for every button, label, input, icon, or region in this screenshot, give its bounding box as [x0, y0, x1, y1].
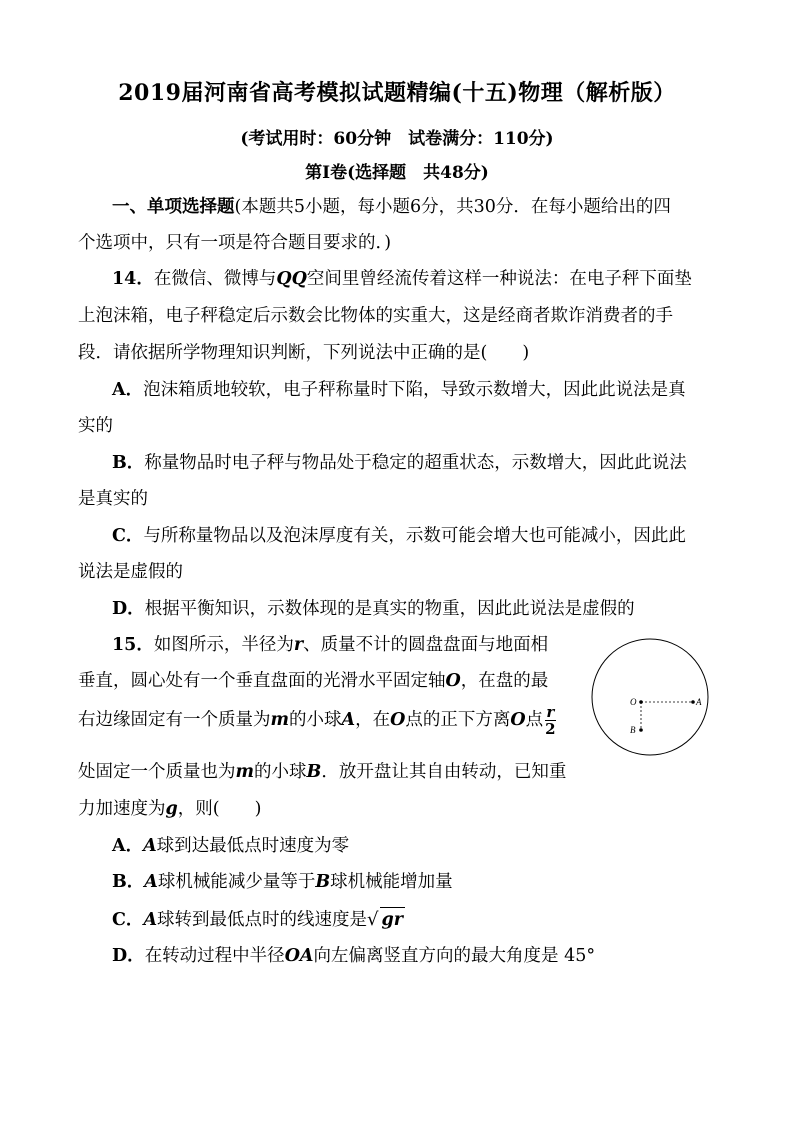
q15-stem-line-2	[78, 669, 548, 693]
option-text: 在转动过程中半径	[144, 946, 285, 966]
var-m: m	[270, 710, 290, 730]
instructions-label: 一、单项选择题	[112, 197, 235, 217]
option-text: 球到达最低点时速度为零	[156, 836, 350, 856]
q15-text: 的小球	[289, 710, 342, 730]
option-text: 球机械能减少量等于	[157, 872, 316, 892]
option-label: C．	[112, 910, 144, 930]
q14-option-d	[112, 597, 635, 621]
q15-text: 力加速度为	[78, 799, 166, 819]
q14-option-c-cont: 说法是虚假的	[78, 562, 183, 582]
q14-text: 在微信、微博与	[153, 269, 277, 289]
q14-option-b	[112, 451, 687, 475]
q15-number: 15．	[112, 635, 154, 655]
q15-stem-line-5	[78, 797, 261, 821]
center-point-O	[639, 700, 643, 704]
q15-text: 点	[525, 710, 544, 730]
ball-B-point	[639, 728, 643, 732]
var-B: B	[306, 762, 322, 782]
option-text: 球转到最低点时的线速度是	[157, 910, 368, 930]
fraction-r-over-2	[545, 704, 555, 737]
q14-stem-line-1	[112, 267, 692, 291]
var-OA: OA	[284, 946, 314, 966]
q15-stem-line-3	[78, 704, 556, 737]
q15-text: 处固定一个质量也为	[78, 762, 236, 782]
option-text: 称量物品时电子秤与物品处于稳定的超重状态，示数增大，因此此说法	[144, 453, 687, 473]
q15-text: ，则( )	[177, 799, 262, 819]
label-A: A	[696, 697, 702, 707]
ball-A-point	[691, 700, 695, 704]
var-A: A	[143, 910, 158, 930]
var-O: O	[390, 710, 406, 730]
sqrt-icon: √	[367, 909, 379, 930]
q15-stem-line-1	[112, 633, 548, 657]
var-A: A	[143, 836, 157, 856]
option-label: A．	[112, 836, 144, 856]
fraction-denominator: 2	[545, 720, 556, 738]
instructions-line-1	[112, 195, 671, 219]
option-label: B．	[112, 872, 145, 892]
label-B: B	[630, 725, 636, 735]
section-heading: 第Ⅰ卷(选择题 共48分)	[305, 163, 489, 183]
q15-option-d	[112, 944, 595, 968]
q14-qq: QQ	[276, 269, 307, 289]
q14-option-c	[112, 524, 686, 548]
var-O: O	[445, 671, 461, 691]
q15-text: ，在	[355, 710, 391, 730]
exam-info: (考试用时：60分钟 试卷满分：110分)	[240, 129, 554, 149]
q15-option-b	[112, 870, 453, 894]
option-label: D．	[112, 946, 145, 966]
q14-text: 空间里曾经流传着这样一种说法：在电子秤下面垫	[306, 269, 692, 289]
disc-circle	[592, 639, 708, 755]
var-A: A	[341, 710, 356, 730]
q14-stem-line-2: 上泡沫箱，电子秤稳定后示数会比物体的实重大，这是经商者欺诈消费者的手	[78, 306, 673, 326]
q14-number: 14．	[112, 269, 154, 289]
option-text: 与所称量物品以及泡沫厚度有关，示数可能会增大也可能减小，因此此	[143, 526, 686, 546]
q15-text: 右边缘固定有一个质量为	[78, 710, 271, 730]
q15-text: 点的正下方离	[405, 710, 511, 730]
var-r: r	[293, 635, 304, 655]
q15-stem-line-4	[78, 760, 566, 784]
var-m: m	[235, 762, 255, 782]
option-text: 泡沫箱质地较软，电子秤称量时下陷，导致示数增大，因此此说法是真	[143, 380, 686, 400]
option-label: D．	[112, 599, 145, 619]
q15-text: ，在盘的最	[460, 671, 549, 691]
q15-text: 、质量不计的圆盘盘面与地面相	[303, 635, 549, 655]
option-label: A．	[112, 380, 144, 400]
q15-option-a	[112, 834, 349, 858]
instructions-line-2: 个选项中，只有一项是符合题目要求的．)	[78, 233, 392, 253]
q15-option-c	[112, 907, 405, 932]
disc-figure	[585, 632, 715, 762]
option-text: 向左偏离竖直方向的最大角度是 45°	[313, 946, 596, 966]
option-label: C．	[112, 526, 144, 546]
document-title: 2019届河南省高考模拟试题精编(十五)物理（解析版）	[118, 80, 676, 106]
q14-option-b-cont: 是真实的	[78, 489, 148, 509]
var-B: B	[315, 872, 331, 892]
q15-text: 垂直，圆心处有一个垂直盘面的光滑水平固定轴	[78, 671, 446, 691]
var-g: g	[165, 799, 178, 819]
var-O: O	[510, 710, 526, 730]
label-O: O	[630, 697, 637, 707]
q14-option-a-cont: 实的	[78, 416, 113, 436]
option-label: B．	[112, 453, 145, 473]
q15-text: 的小球	[254, 762, 307, 782]
option-text: 根据平衡知识，示数体现的是真实的物重，因此此说法是虚假的	[144, 599, 635, 619]
var-A: A	[144, 872, 158, 892]
option-text: 球机械能增加量	[330, 872, 453, 892]
q15-text: 如图所示，半径为	[153, 635, 294, 655]
instructions-text: (本题共5小题，每小题6分，共30分．在每小题给出的四	[234, 197, 671, 217]
fraction-numerator: r	[546, 703, 555, 721]
sqrt-radicand: gr	[380, 907, 405, 932]
q14-stem-line-3: 段．请依据所学物理知识判断，下列说法中正确的是( )	[78, 343, 530, 363]
q15-text: ．放开盘让其自由转动，已知重	[321, 762, 567, 782]
q14-option-a	[112, 378, 686, 402]
